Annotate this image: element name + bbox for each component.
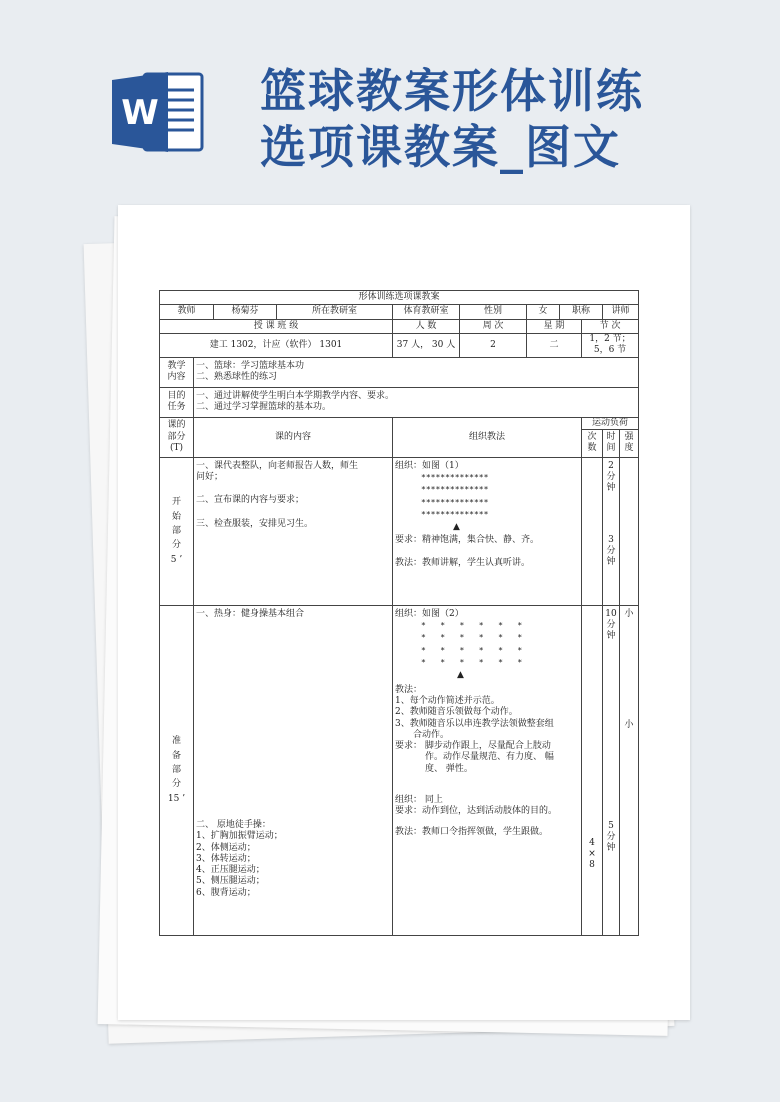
section1-times [582,457,603,605]
teacher-position-triangle: ▲ [457,669,464,680]
teacher-position-triangle: ▲ [453,521,460,532]
section1-method: 组织：如图（1） ************** ************** ************** ************** ▲ 要求：精神饱满，集合快、静、齐。 教法：教师讲解，学生认真听讲。 [393,457,582,605]
teacher-label: 教师 [160,305,214,320]
section2-content: 一、热身：健身操基本组合 二、 原地徒手操： 1、扩胸加振臂运动； 2、体侧运动； 3、体转运动； 4、正压腿运动； 5、侧压腿运动； 6、腹背运动； [194,605,393,935]
formation-diagram-1: ************** ************** ************** ************** ▲ [395,472,579,533]
time-header: 时 间 [603,429,620,457]
section2-part-label: 准 备 部 分 15 ’ [160,605,194,935]
section2-method: 组织：如图（2） * * * * * * * * * * * * * * * * * * * * * * * * ▲ 教法： 1、每个动作简述并示范。 2、教师随音乐领做每个动作。 3、教师随音乐以串连教学法领做整套组 合动作。 要求： 脚步动作跟上，尽量配合上肢动 作。动作尽量规范、有力度、 幅 度、 弹性。 组织： 同上 要求：动作到位，达到活动肢体的目的。 教法：教师口令指挥领做，学生跟做。 [393,605,582,935]
content-header: 课的内容 [194,417,393,457]
period-value: 1，2 节； 5，6 节 [582,334,639,358]
teacher-value: 杨菊芬 [214,305,277,320]
goal-label: 目的 任务 [160,387,194,417]
class-label: 授 课 班 级 [160,320,393,334]
rank-label: 职称 [560,305,603,320]
times-header: 次 数 [582,429,603,457]
section2-times: 4 × 8 [582,605,603,935]
gender-value: 女 [527,305,560,320]
department-label: 所在教研室 [277,305,393,320]
rank-value: 讲师 [603,305,639,320]
section1-intensity [620,457,639,605]
weekday-value: 二 [527,334,582,358]
method-header: 组织教法 [393,417,582,457]
section2-intensity: 小 小 [620,605,639,935]
document-page [118,205,690,1020]
department-value: 体育教研室 [393,305,460,320]
section1-time: 2 分 钟 3 分 钟 [603,457,620,605]
gender-label: 性别 [460,305,527,320]
intensity-header: 强 度 [620,429,639,457]
page-title-line-1: 篮球教案形体训练 [260,64,644,118]
lesson-plan-table [159,290,639,936]
word-document-icon [110,68,206,156]
class-value: 建工 1302，计应（软件） 1301 [160,334,393,358]
page-title-line-2: 选项课教案_图文 [260,120,621,174]
weekday-label: 星 期 [527,320,582,334]
section2-time: 10 分 钟 5 分 钟 [603,605,620,935]
goal-lines: 一、通过讲解使学生明白本学期教学内容、要求。 二、通过学习掌握篮球的基本功。 [194,387,639,417]
part-header: 课的 部分 (T) [160,417,194,457]
table-title: 形体训练选项课教案 [160,291,639,305]
period-label: 节 次 [582,320,639,334]
week-label: 周 次 [460,320,527,334]
svg-text:W: W [121,93,159,133]
count-label: 人 数 [393,320,460,334]
content-lines: 一、篮球：学习篮球基本功 二、熟悉球性的练习 [194,357,639,387]
section1-part-label: 开 始 部 分 5 ’ [160,457,194,605]
section1-content: 一、课代表整队，向老师报告人数，师生 问好； 二、宣布课的内容与要求； 三、检查服装，安排见习生。 [194,457,393,605]
content-label: 教学 内容 [160,357,194,387]
load-header: 运动负荷 [582,417,639,429]
formation-diagram-2: * * * * * * * * * * * * * * * * * * * * * * * * ▲ [395,620,579,681]
banner [0,0,780,205]
week-value: 2 [460,334,527,358]
count-value: 37 人， 30 人 [393,334,460,358]
